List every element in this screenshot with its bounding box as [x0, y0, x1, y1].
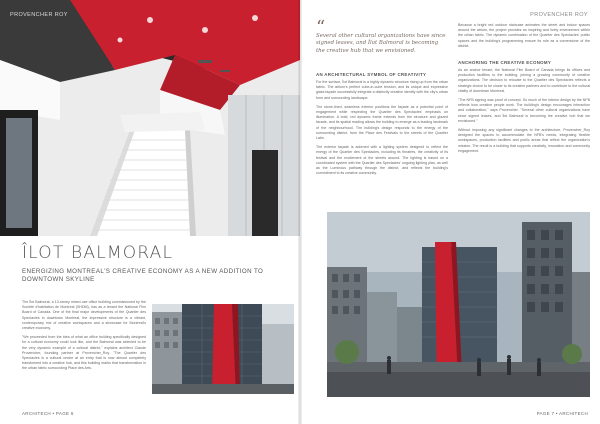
paragraph: Because a bright red outdoor staircase animates the street and indoor spaces around the atrium, the project provides an inspiring and lively environment within the urban fabric. The dynamic combination of the Quartier des Spectacles' public spaces and the building's programming ensure its role as a cornerstone of the district.: [458, 23, 590, 48]
right-body-column-3: [458, 68, 590, 158]
paragraph: The Îlot Balmoral, a 13-storey mixed-use office building commissioned by the Société d'habitation de Montréal (SHDM), has as a tenant the National Film Board of Canada. One of the final major developments of the Quartier des Spectacles in downtown Montreal, the impressive structure is a vibrant, contemporary mix of creative workspaces and a showcase for Montreal's creative economy.: [22, 300, 146, 331]
section-heading-creativity: AN ARCHITECTURAL SYMBOL OF CREATIVITY: [316, 72, 427, 77]
article-title: ÎLOT BALMORAL: [22, 243, 174, 263]
running-head-right: PROVENCHER ROY: [530, 12, 588, 18]
quote-mark-icon: “: [316, 17, 326, 38]
paragraph: For the surface, Îlot Balmoral is a highly dynamic structure rising up from the urban fabric. The atrium's perfect cube-in-cube tension, and its unique and expressive glass façade successfully integrate a distinctly creative identity with the city's urban form and surrounding landscape.: [316, 80, 448, 100]
footer-left: ARCHITECH • PAGE 6: [22, 411, 74, 416]
hero-photo-atrium: [0, 0, 300, 236]
exterior-illustration-small: [152, 304, 294, 394]
right-body-column-1: [316, 80, 448, 180]
exterior-photo-small: [152, 304, 294, 394]
exterior-photo-street: [327, 212, 590, 397]
paragraph: "The NFB signing was proof of concept. So much of the interior design by the NFB reflects how creative people work. The building's design encourages interaction and collaboration," says Provencher. "Several other cultural organizations have since signed leases, and Îlot Balmoral is becoming the creative hub that we envisioned.": [458, 98, 590, 123]
article-subtitle: ENERGIZING MONTREAL'S CREATIVE ECONOMY AS A NEW ADDITION TO DOWNTOWN SKYLINE: [22, 268, 264, 283]
left-body-column: [22, 300, 146, 376]
pull-quote: Several other cultural organizations have since signed leases, and Îlot Balmoral is becoming the creative hub that we envisioned.: [316, 33, 446, 54]
paragraph: "We proceeded from the idea of what an office building specifically designed for a cultural economy could look like, and the Balmoral was selected to be the very dynamic example of a cultural district," explains architect Claude Provencher, founding partner at Provencher_Roy. "The Quartier des Spectacles is a cultural centre at an entry that is now almost completely transformed into a creative hub, and this building marks that transformation in the urban fabric surrounding Place des Arts.: [22, 335, 146, 371]
right-body-column-2: [458, 23, 590, 53]
section-heading-economy: ANCHORING THE CREATIVE ECONOMY: [458, 60, 552, 65]
street-view-illustration: [327, 212, 590, 397]
paragraph: Without imposing any significant changes to the architecture, Provencher_Roy designed the spaces to accommodate the NFB's needs, integrating flexible workspaces, production facilities and public areas that reflect the organization's mission. The result is a building that supports creativity, innovation and community engagement.: [458, 128, 590, 153]
paragraph: The exterior façade is adorned with a lighting system designed to reflect the energy of the Quartier des Spectacles, including its theatres, the creativity of its festival and the excitement of the streets around. The lighting is based on a coordinated system with the Quartier des Spectacles' ongoing lighting plan, as well as the Luminous pathway through the district, and reflects the building's commitment to its creative community.: [316, 145, 448, 176]
atrium-illustration: [0, 0, 300, 236]
paragraph: As an anchor tenant, the National Film Board of Canada brings its offices and production facilities to the building, joining a growing community of creative organizations. The decision to relocate to the Quartier des Spectacles reflects a strategic choice to be closer to its creative partners and to contribute to the cultural vitality of downtown Montreal.: [458, 68, 590, 93]
running-head-left: PROVENCHER ROY: [10, 12, 68, 18]
footer-right: PAGE 7 • ARCHITECH: [536, 411, 588, 416]
paragraph: The stone-lined, seamless exterior positions the façade as a potential point of engagement while respecting the Quartier des Spectacles' emphasis on illumination. A bold, red dynamic frame extends from the structure and glazed facade, and its spatial reading allows the building to emerge as a leading landmark of the neighbourhood. The building's design responds to the energy of the surrounding district, from the Place des Festivals to the streets of the Quartier Latin.: [316, 104, 448, 141]
